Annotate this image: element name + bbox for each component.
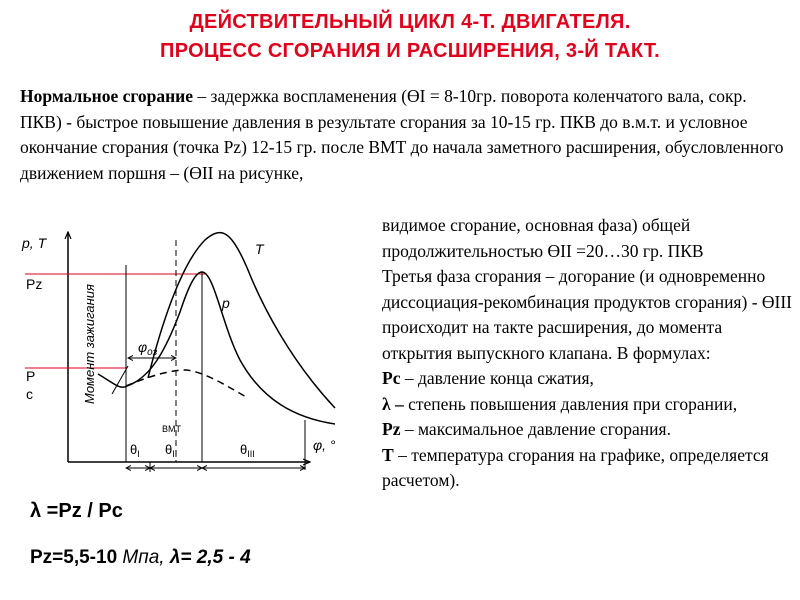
x-axis-label: φ, ° [313,437,336,453]
t-curve-label: T [255,241,264,257]
y-axis-label: p, T [22,235,47,251]
theta3-subscript: III [247,449,255,459]
p-curve-label: p [222,295,230,311]
theta2-symbol: θ [165,442,173,457]
pz-axis-label: Pz [26,276,43,292]
ignition-label: Момент зажигания [82,284,97,404]
continuation-text: видимое сгорание, основная фаза) общей продолжительностью ϴII =20…30 гр. ПКВ [382,215,704,261]
theta1-subscript: I [137,449,140,459]
title-line-1: ДЕЙСТВИТЕЛЬНЫЙ ЦИКЛ 4-Т. ДВИГАТЕЛЯ. [189,11,631,33]
pc-def-text: – давление конца сжатия, [400,368,594,388]
theta1-label [130,442,140,459]
pz-def-text: – максимальное давление сгорания. [400,419,671,439]
theta2-subscript: II [172,449,178,459]
theta3-label [240,442,255,459]
pz-value: Pz=5,5-10 [30,547,123,568]
t-def-text: – температура сгорания на графике, определяется расчетом). [382,444,769,490]
pc-term: Рс [382,368,401,388]
pc-axis-label-2: с [26,386,33,402]
lambda-value: λ= 2,5 - 4 [169,547,251,568]
tdc-label: ВМТ [162,424,181,434]
intro-text: – задержка воспламенения (ϴI = 8-10гр. поворота коленчатого вала, сокр. ПКВ) - быстрое повышение давления в результате сгорания за 10-15 гр. ПКВ до в.м.т. и условное окончание сгорания (точка Pz) 12-15 гр. после ВМТ до начала заметного расширения, обусловленного движением поршня – (ϴII на рисунке, [20,86,784,183]
theta2-label [165,442,177,459]
theta1-symbol: θ [130,442,138,457]
pc-axis-label-1: Р [26,368,36,384]
third-phase-text: Третья фаза сгорания – догорание (и одновременно диссоциация-рекомбинация продуктов сгорания) - ϴIII происходит на такте расширения, до момента открытия выпускного клапана. В формулах: [382,266,793,363]
phi-symbol: φ [138,339,148,355]
lambda-term: λ – [382,393,404,414]
motoring-curve [126,370,248,398]
pressure-unit: Мпа, [122,547,170,568]
lambda-formula: λ =Pz / Pc [30,500,123,522]
title-line-2: ПРОЦЕСС СГОРАНИЯ И РАСШИРЕНИЯ, 3-Й ТАКТ. [160,40,660,62]
theta3-symbol: θ [240,442,248,457]
lambda-def-text: степень повышения давления при сгорании, [403,393,738,414]
pressure-curve [98,272,335,424]
pz-term: Pz [382,419,401,439]
normal-combustion-term: Нормальное сгорание [20,86,194,106]
phi-subscript: оз [147,347,158,358]
phi-label [138,339,158,358]
t-term: Т [382,444,394,465]
